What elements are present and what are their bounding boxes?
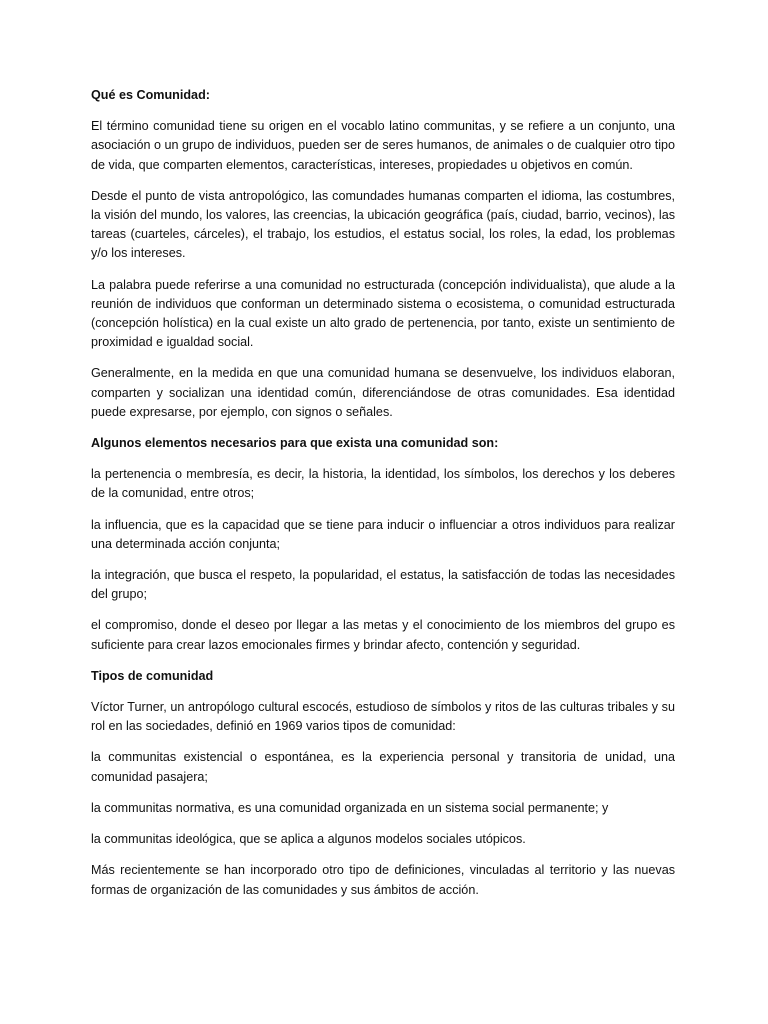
section-heading-elementos: Algunos elementos necesarios para que exista una comunidad son: (91, 436, 499, 451)
paragraph-structured-community: La palabra puede referirse a una comunidad no estructurada (concepción individualista), que alude a la reunión de individuos que conforman un determinado sistema o ecosistema, o comunidad estructurada (concepción holística) en la cual existe un alto grado de pertenencia, por tanto, existe un sentimiento de proximidad e igualdad social. (91, 277, 675, 350)
paragraph-victor-turner: Víctor Turner, un antropólogo cultural escocés, estudioso de símbolos y ritos de las culturas tribales y su rol en las sociedades, definió en 1969 varios tipos de comunidad: (91, 700, 675, 734)
list-item-integracion: la integración, que busca el respeto, la popularidad, el estatus, la satisfacción de todas las necesidades del grupo; (91, 568, 675, 602)
list-item-pertenencia: la pertenencia o membresía, es decir, la historia, la identidad, los símbolos, los derechos y los deberes de la comunidad, entre otros; (91, 467, 675, 501)
list-item-compromiso: el compromiso, donde el deseo por llegar a las metas y el conocimiento de los miembros del grupo es suficiente para crear lazos emocionales firmes y brindar afecto, contención y seguridad. (91, 618, 675, 652)
paragraph-recent-definitions: Más recientemente se han incorporado otro tipo de definiciones, vinculadas al territorio y las nuevas formas de organización de las comunidades y sus ámbitos de acción. (91, 863, 675, 897)
paragraph-identity: Generalmente, en la medida en que una comunidad humana se desenvuelve, los individuos elaboran, comparten y socializan una identidad común, diferenciándose de otras comunidades. Esa identidad puede expresarse, por ejemplo, con signos o señales. (91, 366, 675, 419)
list-item-communitas-existencial: la communitas existencial o espontánea, es la experiencia personal y transitoria de unidad, una comunidad pasajera; (91, 750, 675, 784)
paragraph-definition: El término comunidad tiene su origen en el vocablo latino communitas, y se refiere a un conjunto, una asociación o un grupo de individuos, pueden ser de seres humanos, de animales o de cualquier otro tipo de vida, que comparten elementos, características, intereses, propiedades u objetivos en común. (91, 119, 675, 172)
list-item-communitas-normativa: la communitas normativa, es una comunidad organizada en un sistema social permanente; y (91, 800, 609, 815)
section-heading-tipos: Tipos de comunidad (91, 668, 214, 683)
list-item-communitas-ideologica: la communitas ideológica, que se aplica a algunos modelos sociales utópicos. (91, 832, 526, 847)
section-heading-que-es-comunidad: Qué es Comunidad: (91, 88, 210, 102)
list-item-influencia: la influencia, que es la capacidad que se tiene para inducir o influenciar a otros individuos para realizar una determinada acción conjunta; (91, 517, 675, 551)
document-body (91, 86, 675, 912)
paragraph-anthropological-view: Desde el punto de vista antropológico, las comundades humanas comparten el idioma, las costumbres, la visión del mundo, los valores, las creencias, la ubicación geográfica (país, ciudad, barrio, vecinos), las tareas (cuarteles, cárceles), el trabajo, los estudios, el estatus social, los roles, la edad, los problemas y/o los intereses. (91, 188, 675, 261)
